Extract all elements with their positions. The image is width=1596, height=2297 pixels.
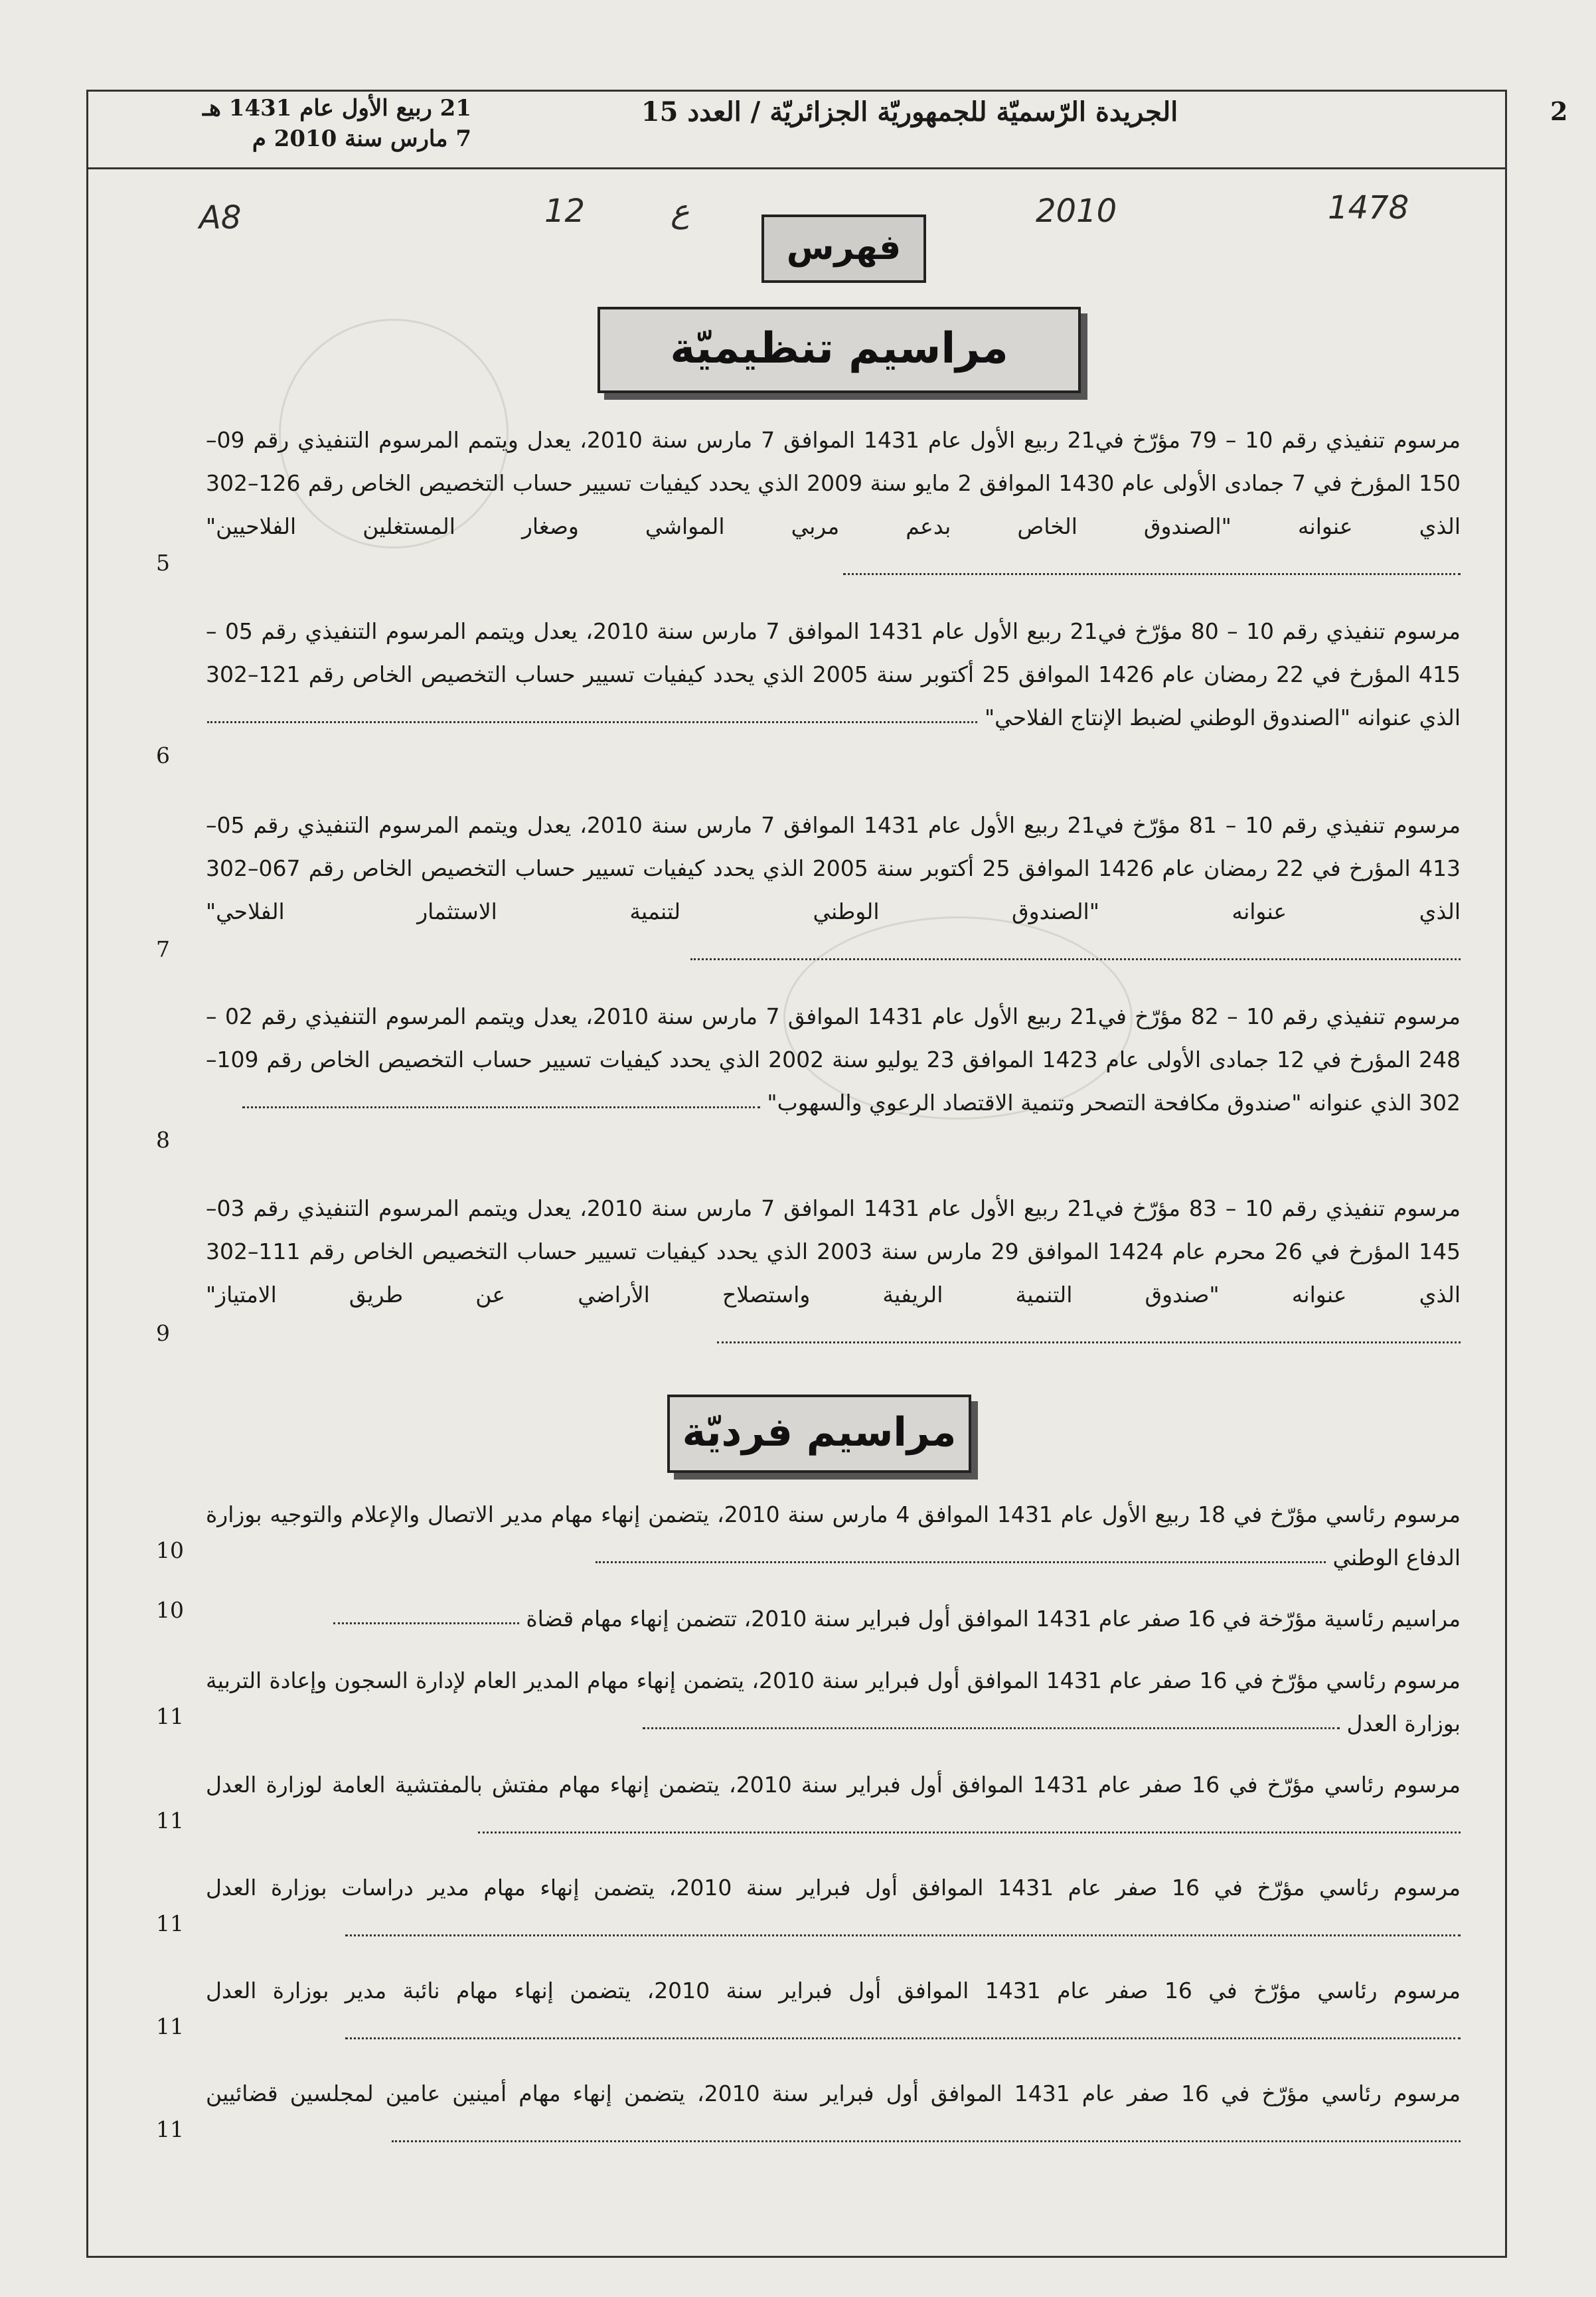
section-title-regulatory-decrees: مراسيم تنظيميّة	[598, 307, 1081, 393]
index-entry[interactable]	[206, 2072, 1461, 2158]
index-entry[interactable]	[206, 610, 1461, 739]
entry-text: مرسوم رئاسي مؤرّخ في 16 صفر عام 1431 الموافق أول فبراير سنة 2010، يتضمن إنهاء مهام نائبة مدير بوزارة العدل	[206, 1978, 1461, 2003]
entry-page-number: 10	[156, 1597, 184, 1623]
index-entry[interactable]	[206, 1659, 1461, 1745]
entry-text: مرسوم تنفيذي رقم 10 – 81 مؤرّخ في21 ربيع الأول عام 1431 الموافق 7 مارس سنة 2010، يعدل ويتمم المرسوم التنفيذي رقم 05–413 المؤرخ في 22 رمضان عام 1426 الموافق 25 أكتوبر سنة 2005 الذي يحدد كيفيات تسيير حساب التخصيص الخاص رقم 067–302 الذي عنوانه "الصندوق الوطني لتنمية الاستثمار الفلاحي"	[206, 812, 1461, 924]
entry-text: مرسوم تنفيذي رقم 10 – 80 مؤرّخ في21 ربيع الأول عام 1431 الموافق 7 مارس سنة 2010، يعدل ويتمم المرسوم التنفيذي رقم 05 –415 المؤرخ في 22 رمضان عام 1426 الموافق 25 أكتوبر سنة 2005 الذي يحدد كيفيات تسيير حساب التخصيص الخاص رقم 121–302 الذي عنوانه "الصندوق الوطني لضبط الإنتاج الفلاحي"	[206, 618, 1461, 730]
section-title-individual-decrees: مراسيم فرديّة	[667, 1395, 971, 1473]
handwritten-year: 2010	[1036, 193, 1117, 230]
date-gregorian: 7 مارس سنة 2010 م	[252, 126, 471, 152]
dot-leader	[596, 1555, 1326, 1563]
entry-page-number: 6	[156, 742, 170, 768]
index-entry[interactable]	[206, 418, 1461, 591]
entry-text: مرسوم رئاسي مؤرّخ في 16 صفر عام 1431 الموافق أول فبراير سنة 2010، يتضمن إنهاء مهام أمينين عامين لمجلسين قضائيين	[206, 2081, 1461, 2106]
entry-text: مراسيم رئاسية مؤرّخة في 16 صفر عام 1431 الموافق أول فبراير سنة 2010، تتضمن إنهاء مهام قضاة	[526, 1606, 1461, 1632]
dot-leader	[345, 2031, 1461, 2039]
dot-leader	[843, 566, 1461, 575]
index-entry[interactable]	[206, 1187, 1461, 1359]
dot-leader	[333, 1616, 519, 1624]
page-number: 2	[1550, 96, 1568, 126]
page-header	[86, 90, 1568, 169]
dot-leader	[345, 1928, 1461, 1936]
journal-title: الجريدة الرّسميّة للجمهوريّة الجزائريّة / العدد 15	[641, 96, 1178, 128]
dot-leader	[643, 1721, 1340, 1729]
dot-leader	[690, 952, 1461, 960]
entry-text: مرسوم رئاسي مؤرّخ في 16 صفر عام 1431 الموافق أول فبراير سنة 2010، يتضمن إنهاء مهام مفتش بالمفتشية العامة لوزارة العدل	[206, 1772, 1461, 1798]
dot-leader	[207, 715, 977, 723]
entry-text: مرسوم رئاسي مؤرّخ في 18 ربيع الأول عام 1431 الموافق 4 مارس سنة 2010، يتضمن إنهاء مهام مدير الاتصال والإعلام والتوجيه بوزارة الدفاع الوطني	[206, 1501, 1461, 1571]
entry-text: مرسوم رئاسي مؤرّخ في 16 صفر عام 1431 الموافق أول فبراير سنة 2010، يتضمن إنهاء مهام المدير العام لإدارة السجون وإعادة التربية بوزارة العدل	[206, 1667, 1461, 1737]
index-entry[interactable]	[206, 1493, 1461, 1579]
handwritten-register-number: 1478	[1328, 189, 1409, 226]
entry-page-number: 5	[156, 550, 170, 576]
entry-page-number: 8	[156, 1127, 170, 1153]
handwritten-number: 12	[544, 193, 586, 230]
index-entry[interactable]	[206, 995, 1461, 1124]
handwritten-code: A8	[199, 199, 242, 236]
dot-leader	[478, 1825, 1461, 1833]
entry-text: مرسوم تنفيذي رقم 10 – 79 مؤرّخ في21 ربيع الأول عام 1431 الموافق 7 مارس سنة 2010، يعدل ويتمم المرسوم التنفيذي رقم 09–150 المؤرخ في 7 جمادى الأولى عام 1430 الموافق 2 مايو سنة 2009 الذي يحدد كيفيات تسيير حساب التخصيص الخاص رقم 126–302 الذي عنوانه "الصندوق الخاص بدعم مربي المواشي وصغار المستغلين الفلاحيين"	[206, 427, 1461, 539]
index-entry[interactable]	[206, 1597, 1461, 1640]
dot-leader	[717, 1335, 1461, 1343]
entry-text: مرسوم تنفيذي رقم 10 – 83 مؤرّخ في21 ربيع الأول عام 1431 الموافق 7 مارس سنة 2010، يعدل ويتمم المرسوم التنفيذي رقم 03–145 المؤرخ في 26 محرم عام 1424 الموافق 29 مارس سنة 2003 الذي يحدد كيفيات تسيير حساب التخصيص الخاص رقم 111–302 الذي عنوانه "صندوق التنمية الريفية واستصلاح الأراضي عن طريق الامتياز"	[206, 1195, 1461, 1308]
entry-page-number: 11	[156, 2013, 184, 2039]
entry-text: مرسوم رئاسي مؤرّخ في 16 صفر عام 1431 الموافق أول فبراير سنة 2010، يتضمن إنهاء مهام مدير دراسات بوزارة العدل	[206, 1875, 1461, 1901]
entry-text: مرسوم تنفيذي رقم 10 – 82 مؤرّخ في21 ربيع الأول عام 1431 الموافق 7 مارس سنة 2010، يعدل ويتمم المرسوم التنفيذي رقم 02 – 248 المؤرخ في 12 جمادى الأولى عام 1423 الموافق 23 يوليو سنة 2002 الذي يحدد كيفيات تسيير حساب التخصيص الخاص رقم 109–302 الذي عنوانه "صندوق مكافحة التصحر وتنمية الاقتصاد الرعوي والسهوب"	[206, 1003, 1461, 1116]
index-entry[interactable]	[206, 804, 1461, 976]
index-entry[interactable]	[206, 1866, 1461, 1952]
entry-page-number: 11	[156, 1703, 184, 1729]
entry-page-number: 7	[156, 936, 170, 962]
entry-page-number: 11	[156, 1911, 184, 1936]
entry-page-number: 11	[156, 2116, 184, 2142]
index-entry[interactable]	[206, 1763, 1461, 1849]
dot-leader	[242, 1100, 760, 1108]
entry-page-number: 10	[156, 1537, 184, 1563]
index-entry[interactable]	[206, 1969, 1461, 2055]
dot-leader	[392, 2134, 1461, 2142]
handwritten-letter: ع	[671, 193, 690, 230]
entry-page-number: 11	[156, 1808, 184, 1833]
date-hijri: 21 ربيع الأول عام 1431 هـ	[202, 95, 471, 122]
index-title: فهرس	[761, 214, 926, 283]
entry-page-number: 9	[156, 1320, 170, 1346]
